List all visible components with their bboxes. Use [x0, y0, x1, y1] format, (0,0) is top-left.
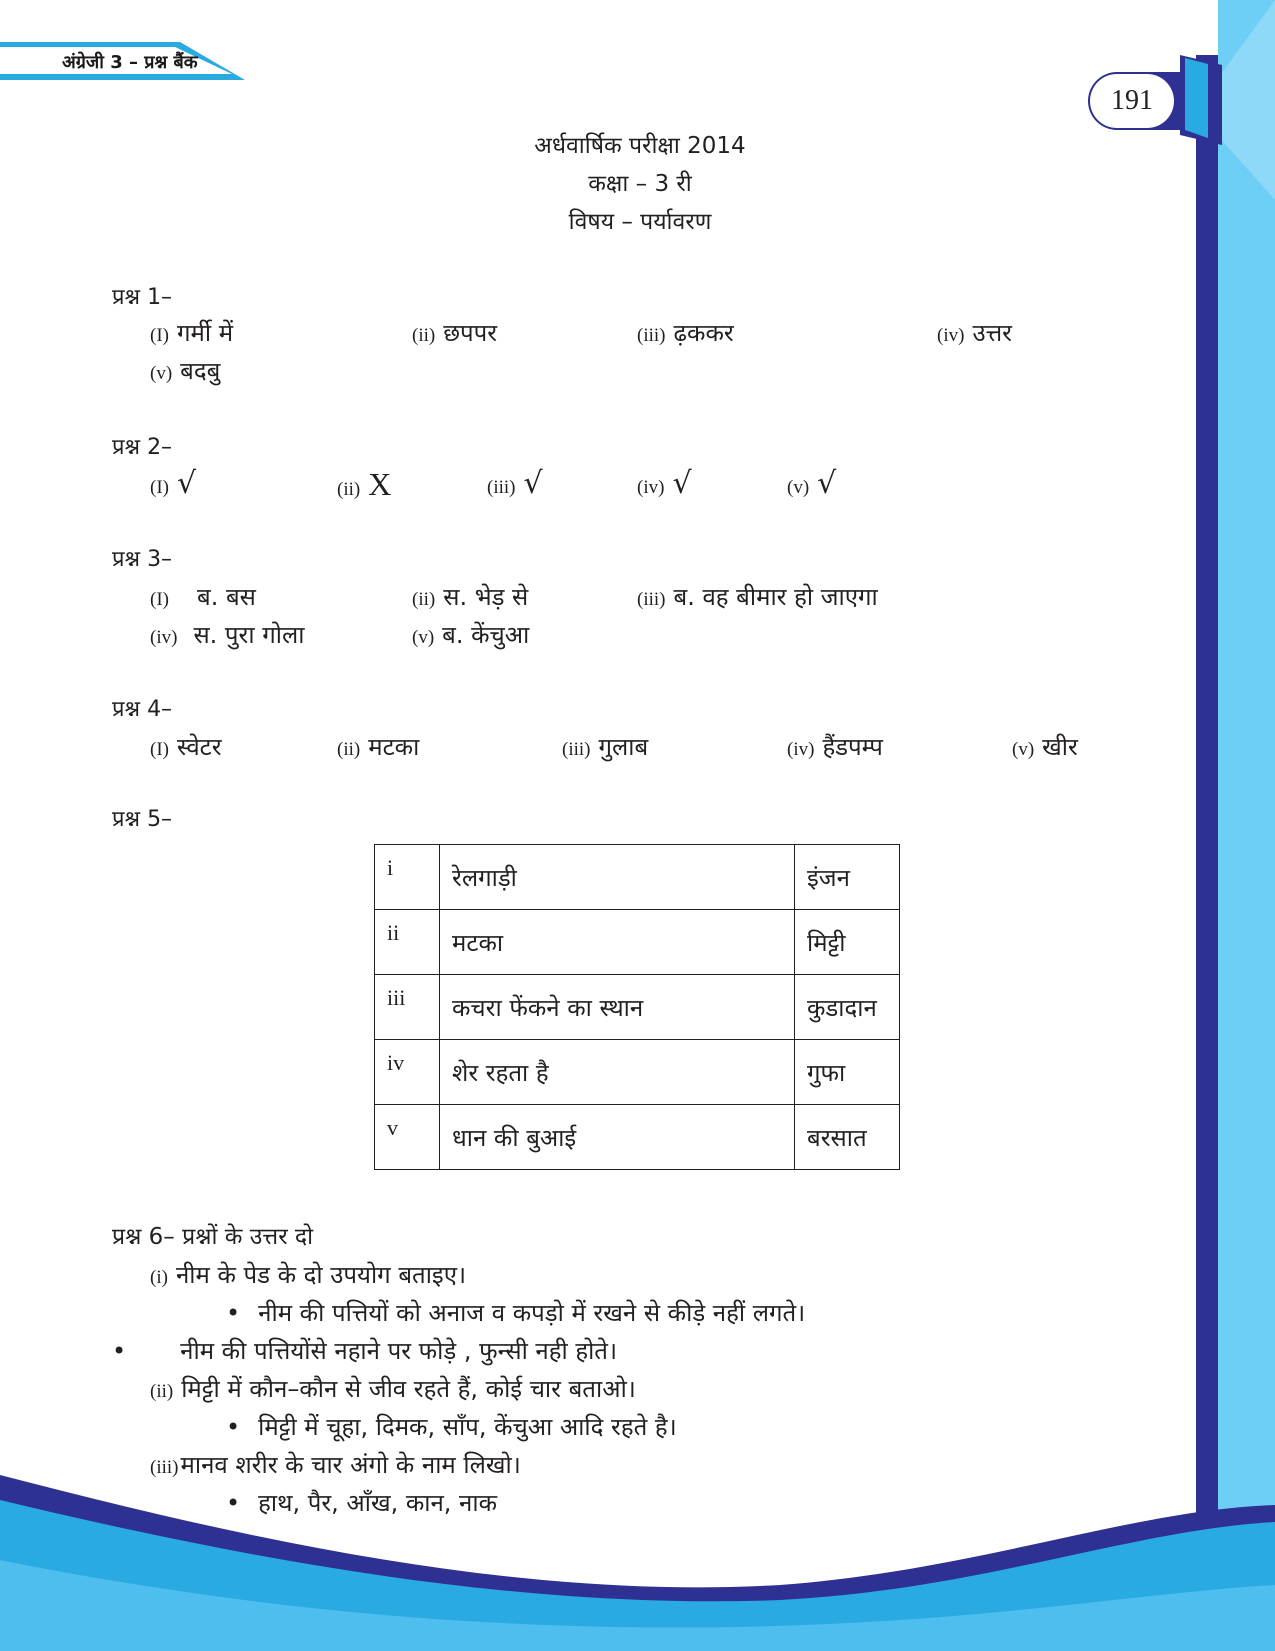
q1-option: (ii) छपपर	[412, 319, 498, 347]
table-cell-answer: इंजन	[795, 845, 900, 910]
table-cell-desc: धान की बुआई	[440, 1105, 795, 1170]
table-cell-desc: कचरा फेंकने का स्थान	[440, 975, 795, 1040]
q4-option: (iv) हैंडपम्प	[787, 733, 883, 761]
check-mark-icon: √	[672, 466, 692, 501]
q1-option: (I) गर्मी में	[150, 319, 234, 347]
table-cell-num: iii	[375, 975, 440, 1040]
table-row	[375, 1040, 900, 1105]
table-cell-num: v	[375, 1105, 440, 1170]
q3-option: (iv) स. पुरा गोला	[150, 621, 305, 649]
q3-option: (v) ब. केंचुआ	[412, 621, 530, 649]
check-mark-icon: √	[817, 466, 837, 501]
q2-option: (ii) X	[337, 466, 392, 502]
class-line: कक्षा – 3 री	[588, 171, 692, 197]
table-row	[375, 845, 900, 910]
exam-title: अर्धवार्षिक परीक्षा 2014	[534, 133, 746, 159]
q6-question: (ii) मिट्टी में कौन–कौन से जीव रहते हैं, कोई चार बताओ।	[150, 1375, 636, 1403]
q1-option: (iii) ढ़ककर	[637, 319, 734, 347]
check-mark-icon: √	[176, 466, 197, 501]
table-row	[375, 910, 900, 975]
bullet-icon: •	[226, 1489, 241, 1517]
table-cell-answer: मिट्टी	[795, 910, 900, 975]
bullet-icon: •	[226, 1413, 241, 1441]
q2-option: (iii) √	[487, 466, 543, 501]
running-title: अंग्रेजी 3 – प्रश्न बैंक	[62, 52, 198, 73]
q4-option: (v) खीर	[1012, 733, 1078, 761]
q4-option: (ii) मटका	[337, 733, 420, 761]
side-band-dark	[1196, 55, 1218, 1555]
q6-question: (iii)मानव शरीर के चार अंगो के नाम लिखो।	[150, 1451, 521, 1479]
q6-answer: • मिट्टी में चूहा, दिमक, साँप, केंचुआ आदि रहते है।	[226, 1413, 677, 1441]
q6-question: (i) नीम के पेड के दो उपयोग बताइए।	[150, 1261, 467, 1289]
q6-answer: • नीम की पत्तियोंसे नहाने पर फोड़े , फुन्सी नही होते।	[112, 1337, 618, 1365]
side-band-light	[1218, 0, 1275, 1651]
bullet-icon: •	[112, 1337, 127, 1365]
q6-answer: • नीम की पत्तियों को अनाज व कपड़ो में रखने से कीड़े नहीं लगते।	[226, 1299, 806, 1327]
table-cell-num: i	[375, 845, 440, 910]
table-cell-desc: शेर रहता है	[440, 1040, 795, 1105]
table-row	[375, 1105, 900, 1170]
q3-option: (ii) स. भेड़ से	[412, 583, 529, 611]
check-mark-icon: √	[523, 466, 543, 501]
q2-option: (I) √	[150, 466, 197, 501]
q6-label: प्रश्न 6– प्रश्नों के उत्तर दो	[112, 1224, 314, 1250]
subject-line: विषय – पर्यावरण	[568, 209, 712, 235]
q6-answer: • हाथ, पैर, आँख, कान, नाक	[226, 1489, 498, 1517]
cross-mark-icon: X	[368, 466, 392, 502]
q2-option: (v) √	[787, 466, 837, 501]
table-cell-desc: रेलगाड़ी	[440, 845, 795, 910]
match-table	[374, 844, 900, 1170]
table-cell-answer: गुफा	[795, 1040, 900, 1105]
bullet-icon: •	[226, 1299, 241, 1327]
q2-option: (iv) √	[637, 466, 692, 501]
table-cell-num: iv	[375, 1040, 440, 1105]
q2-label: प्रश्न 2–	[112, 435, 173, 460]
q1-option: (iv) उत्तर	[937, 319, 1012, 347]
q3-option: (I) ब. बस	[150, 583, 256, 611]
page-number: 191	[1090, 74, 1174, 128]
q3-label: प्रश्न 3–	[112, 547, 173, 572]
q1-option: (v) बदबु	[150, 357, 221, 385]
table-cell-num: ii	[375, 910, 440, 975]
table-cell-answer: कुडादान	[795, 975, 900, 1040]
q5-label: प्रश्न 5–	[112, 807, 173, 832]
table-row	[375, 975, 900, 1040]
q4-label: प्रश्न 4–	[112, 697, 173, 722]
q4-option: (iii) गुलाब	[562, 733, 649, 761]
q4-option: (I) स्वेटर	[150, 733, 222, 761]
q1-label: प्रश्न 1–	[112, 285, 173, 310]
table-cell-answer: बरसात	[795, 1105, 900, 1170]
table-cell-desc: मटका	[440, 910, 795, 975]
q3-option: (iii) ब. वह बीमार हो जाएगा	[637, 583, 878, 611]
